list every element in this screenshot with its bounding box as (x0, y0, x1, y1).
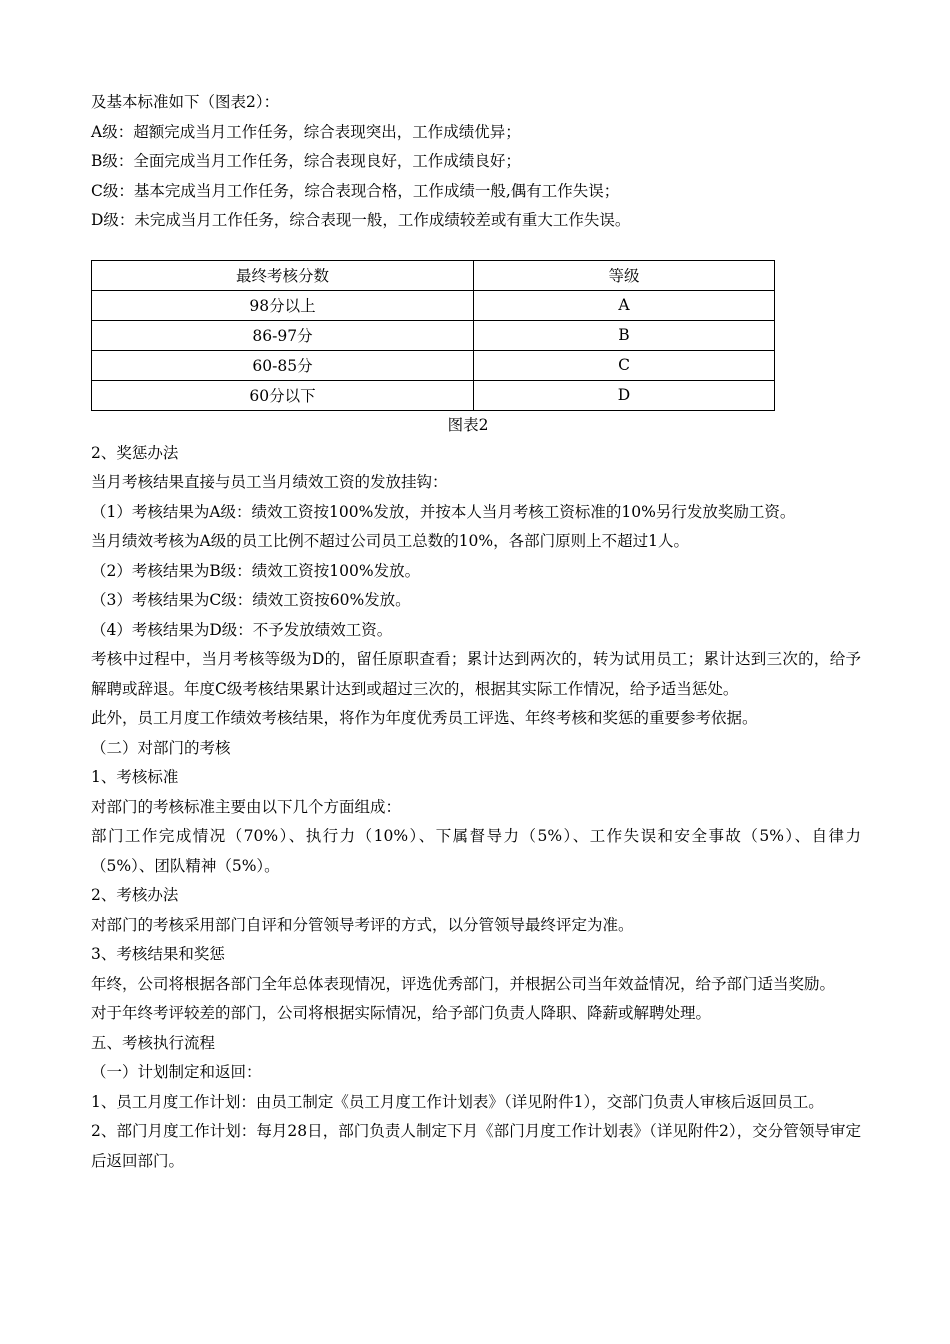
table-caption: 图表2 (447, 415, 489, 434)
table-cell-grade: A (474, 290, 775, 320)
paragraph: 当月绩效考核为A级的员工比例不超过公司员工总数的10%，各部门原则上不超过1人。 (91, 532, 690, 550)
grade-c-definition: C级：基本完成当月工作任务，综合表现合格，工作成绩一般,偶有工作失误； (91, 181, 620, 200)
table-header-score: 最终考核分数 (92, 260, 474, 290)
paragraph: （1）考核结果为A级：绩效工资按100%发放，并按本人当月考核工资标准的10%另行发放奖励工资。 (91, 502, 796, 521)
paragraph: （4）考核结果为D级：不予发放绩效工资。 (91, 620, 393, 639)
grade-d-definition: D级：未完成当月工作任务，综合表现一般，工作成绩较差或有重大工作失误。 (91, 211, 631, 229)
paragraph: 部门工作完成情况（70%）、执行力（10%）、下属督导力（5%）、工作失误和安全事故（5%）、自律力（5%）、团队精神（5%）。 (91, 827, 861, 875)
table-cell-score: 98分以上 (92, 290, 474, 320)
table-cell-score: 86-97分 (92, 320, 474, 350)
table-row (92, 380, 775, 410)
table-header-grade: 等级 (474, 260, 775, 290)
section-heading: 五、考核执行流程 (91, 1033, 216, 1052)
paragraph: 1、员工月度工作计划：由员工制定《员工月度工作计划表》（详见附件1），交部门负责人审核后返回员工。 (91, 1092, 824, 1111)
paragraph: 年终，公司将根据各部门全年总体表现情况，评选优秀部门，并根据公司当年效益情况，给予部门适当奖励。 (91, 974, 836, 993)
grade-table (91, 260, 775, 411)
table-cell-score: 60-85分 (92, 350, 474, 380)
section-heading: 1、考核标准 (91, 768, 179, 786)
grade-b-definition: B级：全面完成当月工作任务，综合表现良好，工作成绩良好； (91, 152, 521, 170)
table-row (92, 350, 775, 380)
paragraph: 对于年终考评较差的部门，公司将根据实际情况，给予部门负责人降职、降薪或解聘处理。 (91, 1004, 712, 1022)
paragraph: 此外，员工月度工作绩效考核结果，将作为年度优秀员工评选、年终考核和奖惩的重要参考依据。 (91, 709, 758, 727)
paragraph: （3）考核结果为C级：绩效工资按60%发放。 (91, 591, 411, 609)
intro-line: 及基本标准如下（图表2）： (91, 93, 280, 111)
section-heading: 2、奖惩办法 (91, 443, 179, 462)
section-heading: （二）对部门的考核 (91, 738, 231, 757)
spacer (91, 236, 861, 260)
table-cell-grade: B (474, 320, 775, 350)
paragraph: 对部门的考核标准主要由以下几个方面组成： (91, 797, 402, 816)
paragraph: 2、部门月度工作计划：每月28日，部门负责人制定下月《部门月度工作计划表》（详见附件2），交分管领导审定后返回部门。 (91, 1122, 861, 1170)
table-header-row (92, 260, 775, 290)
section-heading: 2、考核办法 (91, 886, 179, 904)
grade-a-definition: A级：超额完成当月工作任务，综合表现突出，工作成绩优异； (91, 122, 521, 141)
table-row (92, 290, 775, 320)
table-cell-score: 60分以下 (92, 380, 474, 410)
paragraph: （2）考核结果为B级：绩效工资按100%发放。 (91, 561, 421, 580)
paragraph: 对部门的考核采用部门自评和分管领导考评的方式，以分管领导最终评定为准。 (91, 915, 634, 934)
paragraph: 考核中过程中，当月考核等级为D的，留任原职查看；累计达到两次的，转为试用员工；累计达到三次的，给予解聘或辞退。年度C级考核结果累计达到或超过三次的，根据其实际工作情况，给予适当惩处。 (91, 650, 861, 698)
table-cell-grade: D (474, 380, 775, 410)
section-heading: （一）计划制定和返回： (91, 1063, 262, 1081)
paragraph: 当月考核结果直接与员工当月绩效工资的发放挂钩： (91, 473, 448, 491)
table-cell-grade: C (474, 350, 775, 380)
table-row (92, 320, 775, 350)
section-heading: 3、考核结果和奖惩 (91, 945, 225, 963)
document-page (91, 88, 861, 1176)
